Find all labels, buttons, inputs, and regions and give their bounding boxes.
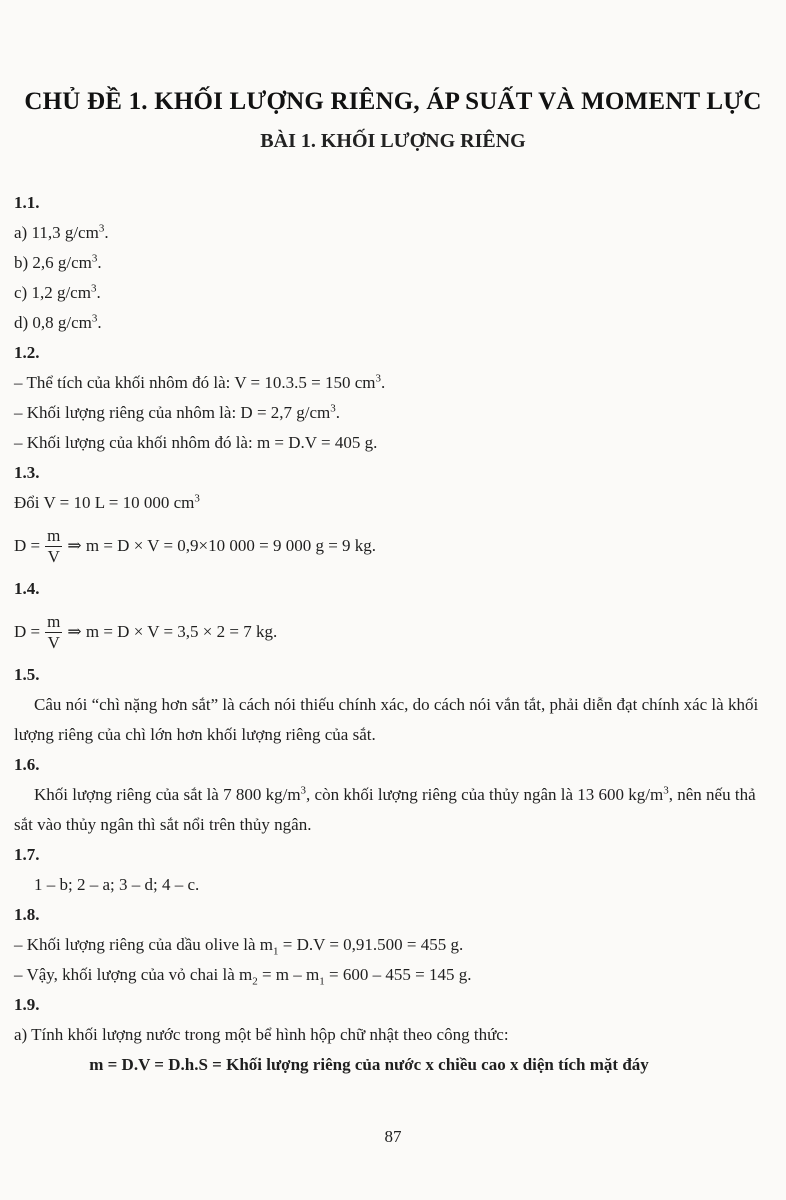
section-label-1-4: 1.4. <box>14 579 40 598</box>
answer-line: – Khối lượng riêng của nhôm là: D = 2,7 $g/cm^3$. <box>14 402 341 422</box>
answer-line: – Vậy, khối lượng của vỏ chai là $m_2 = m - m_1 = 600 - 455 = 145$ g. <box>14 965 472 988</box>
topic-title: CHỦ ĐỀ 1. KHỐI LƯỢNG RIÊNG, ÁP SUẤT VÀ MOMENT LỰC <box>24 88 762 115</box>
section-label-1-9: 1.9. <box>14 995 40 1014</box>
section-label-1-7: 1.7. <box>14 845 40 864</box>
answer-line: 1 – b; 2 – a; 3 – d; 4 – c. <box>34 875 200 894</box>
answer-line: a) 11,3 $g/cm^3$. <box>14 222 109 242</box>
answer-line: – Khối lượng riêng của dầu olive là $m_1 = D.V = 0,91.500 = 455$ g. <box>14 935 464 958</box>
section-label-1-6: 1.6. <box>14 755 40 774</box>
answer-line: – Thể tích của khối nhôm đó là: V = 10.3.5 = 150 $cm^3$. <box>14 372 386 392</box>
section-label-1-2: 1.2. <box>14 343 40 362</box>
answer-content <box>14 188 764 1080</box>
answer-line: a) Tính khối lượng nước trong một bể hình hộp chữ nhật theo công thức: <box>14 1025 509 1044</box>
section-label-1-1: 1.1. <box>14 193 40 212</box>
section-label-1-5: 1.5. <box>14 665 40 684</box>
answer-paragraph: Khối lượng riêng của sắt là 7 800 $kg/m^3$, còn khối lượng riêng của thủy ngân là 13 600 $kg/m^3$, nên nếu thả sắt vào thủy ngân thì sắt nổi trên thủy ngân. <box>14 784 756 834</box>
density-formula: D = $\frac{m}{V}$ ⇒ m = D × V = 3,5 × 2 = 7 kg. <box>14 611 278 652</box>
density-formula: D = $\frac{m}{V}$ ⇒ m = D × V = 0,9×10 000 = 9 000 g = 9 kg. <box>14 525 377 566</box>
fraction: $\frac{m}{V}$ <box>47 525 61 566</box>
answer-line: b) 2,6 $g/cm^3$. <box>14 252 102 272</box>
water-mass-formula: m = D.V = D.h.S = Khối lượng riêng của nước x chiều cao x diện tích mặt đáy <box>89 1055 649 1074</box>
answer-line: – Khối lượng của khối nhôm đó là: m = D.V = 405 g. <box>14 433 378 452</box>
answer-line: Đổi V = 10 L = 10 000 $cm^3$ <box>14 492 200 512</box>
answer-paragraph: Câu nói “chì nặng hơn sắt” là cách nói thiếu chính xác, do cách nói vắn tắt, phải diễn đạt chính xác là khối lượng riêng của chì lớn hơn khối lượng riêng của sắt. <box>14 695 759 744</box>
fraction: $\frac{m}{V}$ <box>47 611 61 652</box>
section-label-1-8: 1.8. <box>14 905 40 924</box>
page-number: 87 <box>384 1127 402 1146</box>
section-label-1-3: 1.3. <box>14 463 40 482</box>
answer-line: d) 0,8 $g/cm^3$. <box>14 312 102 332</box>
lesson-title: BÀI 1. KHỐI LƯỢNG RIÊNG <box>260 130 526 152</box>
answer-line: c) 1,2 $g/cm^3$. <box>14 282 101 302</box>
